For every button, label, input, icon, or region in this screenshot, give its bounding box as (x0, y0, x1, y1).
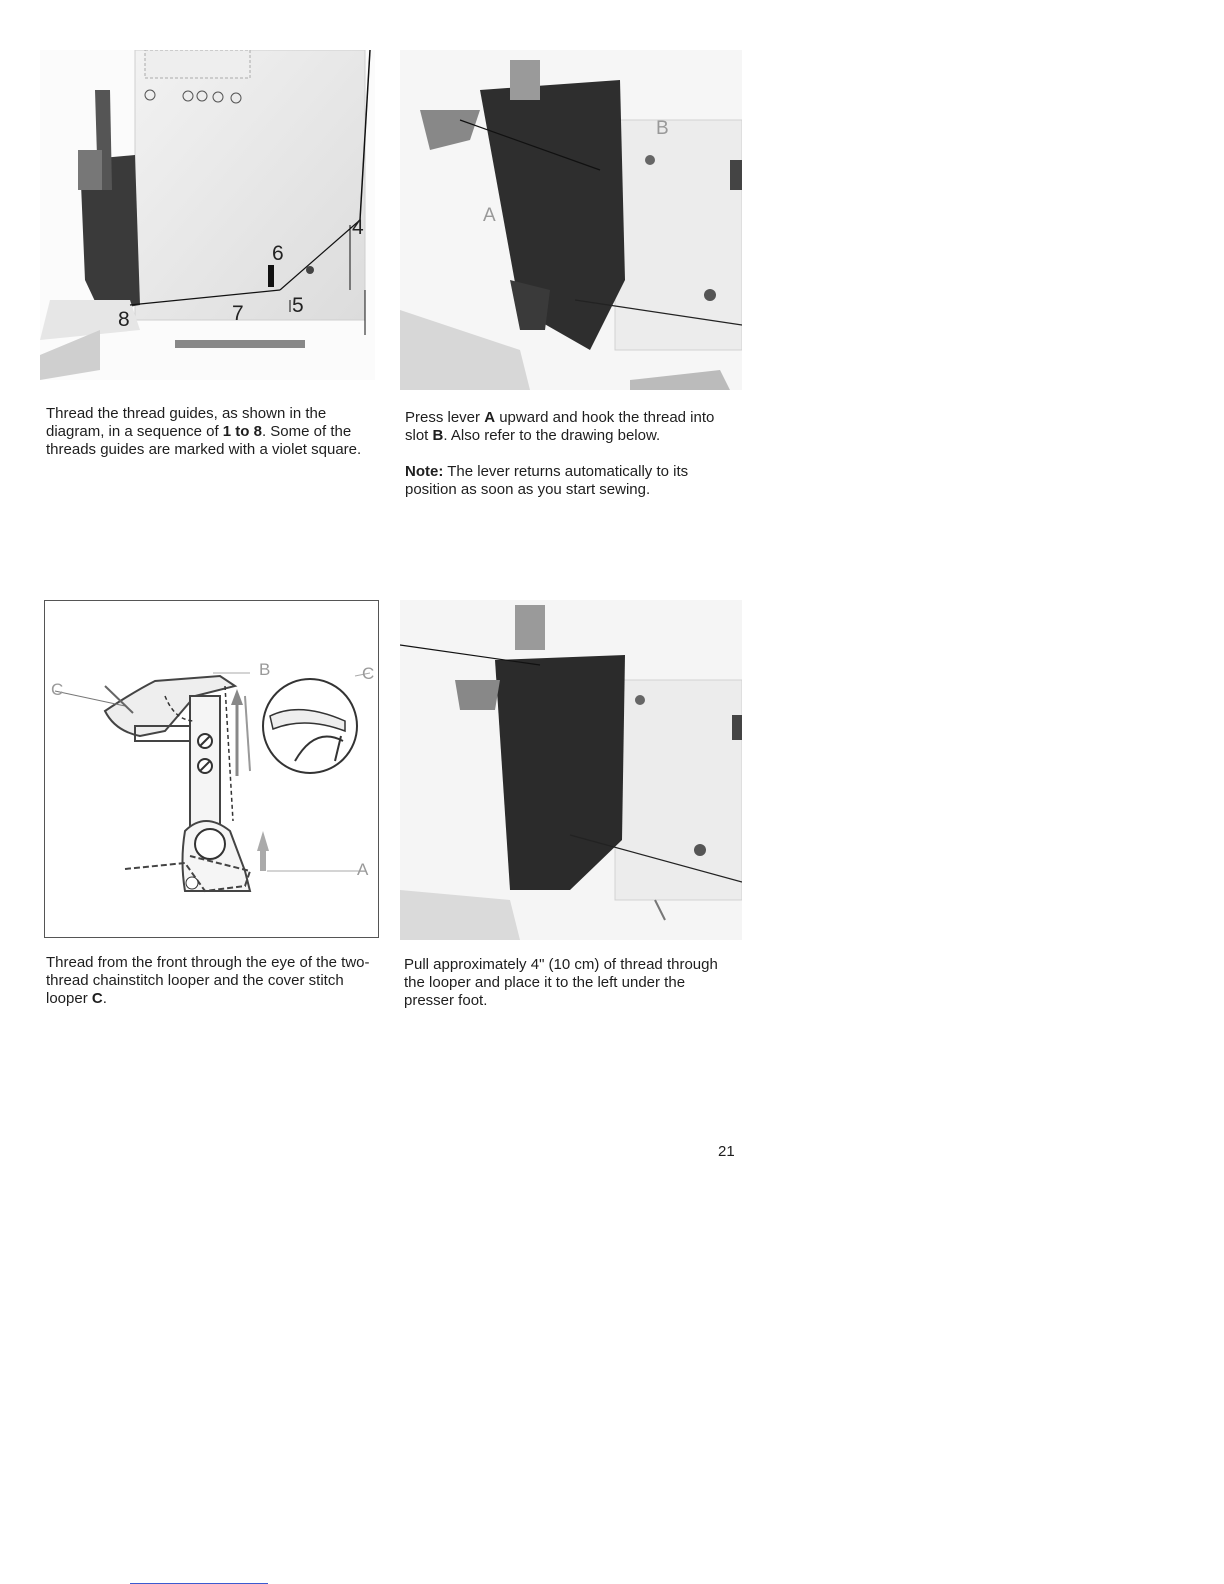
label-c-right: C (362, 664, 375, 683)
label-lever-a: A (483, 205, 496, 226)
looper-drawing (45, 601, 378, 937)
pull-thread-illustration (400, 600, 742, 940)
threading-guides-photo (40, 50, 375, 380)
pull-thread-caption: Pull approximately 4" (10 cm) of thread through the looper and place it to the left under the presser foot. (404, 956, 718, 1009)
callout-7: 7 (232, 302, 244, 325)
lever-caption: Press lever A upward and hook the thread into slot B. Also refer to the drawing below. Note: The lever returns automatically to its position as soon as you start sewing. (405, 409, 715, 498)
callout-5: 5 (292, 294, 304, 317)
label-b: B (259, 660, 271, 679)
page-number: 21 (718, 1143, 735, 1160)
looper-caption: Thread from the front through the eye of the two-thread chainstitch looper and the cover stitch looper C. (46, 954, 370, 1007)
callout-4: 4 (352, 216, 364, 239)
machine-guides-illustration (40, 50, 375, 380)
label-slot-b: B (656, 118, 669, 139)
lever-photo (400, 50, 742, 390)
pull-thread-photo (400, 600, 742, 940)
threading-guides-caption: Thread the thread guides, as shown in the diagram, in a sequence of 1 to 8. Some of the threads guides are marked with a violet square. (46, 405, 362, 458)
lever-illustration (400, 50, 742, 390)
looper-diagram (44, 600, 379, 938)
note-label: Note: (405, 463, 444, 480)
label-a: A (357, 860, 369, 879)
callout-8: 8 (118, 308, 130, 331)
label-c-left: C (51, 680, 64, 699)
callout-6: 6 (272, 242, 284, 265)
